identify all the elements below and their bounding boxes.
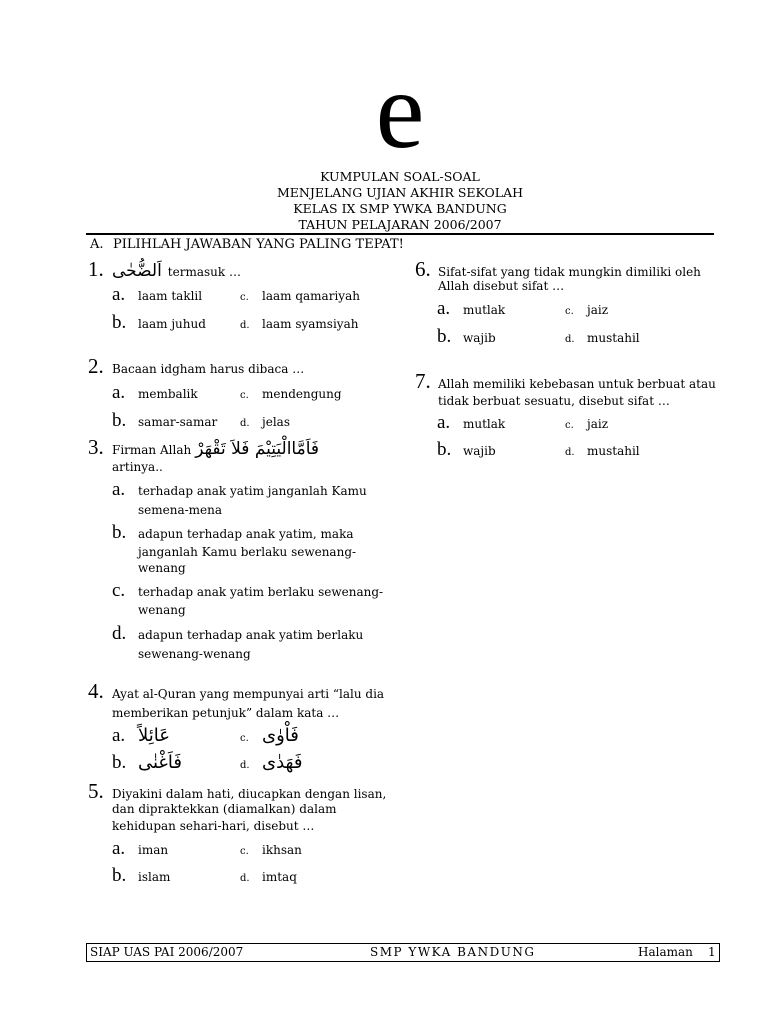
footer-center-text: SMP YWKA BANDUNG (370, 945, 536, 959)
option-d-letter: d. (240, 320, 250, 331)
question-text-continued: dan dipraktekkan (diamalkan) dalam (112, 802, 337, 816)
option-b-letter: b. (112, 522, 127, 543)
section-heading (90, 238, 404, 252)
question-arabic-text: اَلضُّحٰى (112, 261, 162, 281)
option-b-text: laam juhud (138, 317, 206, 331)
option-a-letter: a. (112, 725, 126, 746)
option-b-text: islam (138, 870, 171, 884)
option-a-letter: a. (437, 298, 451, 319)
question-text-continued: kehidupan sehari-hari, disebut … (112, 819, 315, 833)
option-b-text (138, 752, 240, 774)
question-text-continued: tidak berbuat sesuatu, disebut sifat … (438, 394, 670, 408)
option-row (112, 725, 299, 750)
option-a-letter: a. (112, 838, 126, 859)
option-b-text: wajib (463, 331, 496, 345)
option-d-text: jelas (262, 415, 290, 429)
option-d-text: imtaq (262, 870, 297, 884)
option-row (437, 326, 640, 351)
question-prefix: Firman Allah (112, 443, 192, 457)
section-label: A. (90, 237, 104, 252)
option-row (112, 312, 358, 337)
section-title: PILIHLAH JAWABAN YANG PALING TEPAT! (113, 237, 404, 252)
option-d-text: adapun terhadap anak yatim berlaku (138, 628, 364, 642)
question-text: Sifat-sifat yang tidak mungkin dimiliki oleh (438, 265, 701, 279)
option-b-text-continued: wenang (138, 561, 186, 575)
option-d-letter: d. (565, 334, 575, 345)
header-divider (86, 233, 714, 235)
option-c-letter: c. (565, 306, 574, 317)
option-row (112, 838, 302, 863)
option-b-letter: b. (437, 439, 452, 460)
option-a-text: mutlak (463, 417, 506, 431)
page-footer (86, 943, 720, 962)
question-4 (88, 680, 384, 705)
question-text: Allah memiliki kebebasan untuk berbuat atau (438, 377, 716, 391)
question-text: artinya.. (112, 460, 163, 474)
option-a-text: laam taklil (138, 289, 203, 303)
option-row (112, 752, 302, 777)
footer-left-text: SIAP UAS PAI 2006/2007 (90, 945, 244, 959)
option-b-arabic: فَاَغْنٰى (138, 752, 182, 773)
option-c-letter: c. (565, 420, 574, 431)
option-c-text: mendengung (262, 387, 342, 401)
option-row (112, 284, 360, 309)
option-d-arabic: فَهَدٰى (262, 752, 303, 773)
option-c-text: ikhsan (262, 843, 302, 857)
option-c-letter: c. (240, 733, 249, 744)
question-text: termasuk … (167, 265, 241, 279)
option-c-text: terhadap anak yatim berlaku sewenang- (138, 585, 384, 599)
option-d-text: mustahil (587, 444, 640, 458)
option-a-letter: a. (112, 284, 126, 305)
option-a-arabic: عَائِلاً (138, 725, 170, 746)
option-a-text: mutlak (463, 303, 506, 317)
option-row (112, 382, 342, 407)
option-a-letter: a. (437, 412, 451, 433)
option-c-text: jaiz (587, 417, 609, 431)
option-c-letter: c. (240, 292, 249, 303)
option-a-text: terhadap anak yatim janganlah Kamu (138, 484, 367, 498)
header-line-3: KELAS IX SMP YWKA BANDUNG (293, 201, 507, 216)
option-b-letter: b. (112, 752, 127, 773)
option-c-letter: c. (240, 846, 249, 857)
option-d-text: mustahil (587, 331, 640, 345)
header-line-4: TAHUN PELAJARAN 2006/2007 (298, 217, 502, 232)
question-number: 1. (88, 257, 104, 281)
option-a-text: iman (138, 843, 169, 857)
option-b-letter: b. (112, 312, 127, 333)
question-number: 4. (88, 679, 104, 703)
option-row (112, 479, 367, 502)
option-a-text (138, 725, 240, 747)
option-a-letter: a. (112, 479, 126, 500)
question-number: 7. (415, 369, 431, 393)
option-c-letter: c. (240, 390, 249, 401)
question-text-continued: Allah disebut sifat … (438, 279, 565, 293)
option-row (437, 439, 640, 464)
option-d-text-continued: sewenang-wenang (138, 647, 251, 661)
option-row (112, 623, 363, 646)
header-line-2: MENJELANG UJIAN AKHIR SEKOLAH (276, 185, 524, 200)
option-b-text-continued: janganlah Kamu berlaku sewenang- (138, 545, 357, 559)
option-c-text: jaiz (587, 303, 609, 317)
question-text: Ayat al-Quran yang mempunyai arti “lalu dia (112, 687, 385, 701)
question-arabic-text: فَاَمَّاالْيَتِيْمَ فَلاَ تَقْهَرْ (195, 439, 320, 459)
option-b-letter: b. (112, 410, 127, 431)
option-c-letter: c. (112, 580, 126, 601)
question-text-continued: memberikan petunjuk” dalam kata … (112, 706, 340, 720)
header-line-1: KUMPULAN SOAL-SOAL (320, 169, 480, 184)
question-1 (88, 258, 241, 283)
option-row (112, 865, 297, 890)
option-b-text: adapun terhadap anak yatim, maka (138, 527, 354, 541)
question-2 (88, 355, 304, 380)
option-d-letter: d. (112, 623, 127, 644)
question-7 (415, 370, 716, 395)
option-d-letter: d. (240, 418, 250, 429)
footer-page-number: 1 (708, 945, 716, 959)
option-b-letter: b. (437, 326, 452, 347)
question-text: Bacaan idgham harus dibaca … (112, 362, 305, 376)
option-d-letter: d. (565, 447, 575, 458)
logo: e (375, 49, 425, 171)
option-row (112, 522, 354, 545)
option-row (437, 412, 608, 437)
document-header (86, 169, 714, 233)
option-d-letter: d. (240, 760, 250, 771)
option-d-letter: d. (240, 873, 250, 884)
option-b-letter: b. (112, 865, 127, 886)
option-a-letter: a. (112, 382, 126, 403)
question-number: 2. (88, 354, 104, 378)
option-a-text: membalik (138, 387, 198, 401)
option-row (437, 298, 608, 323)
option-c-text-continued: wenang (138, 603, 186, 617)
option-row (112, 580, 383, 603)
question-number: 6. (415, 257, 431, 281)
option-c-text: laam qamariyah (262, 289, 360, 303)
option-a-text-continued: semena-mena (138, 503, 223, 517)
question-number: 3. (88, 435, 104, 459)
option-b-text: samar-samar (138, 415, 218, 429)
option-row (112, 410, 290, 435)
option-b-text: wajib (463, 444, 496, 458)
option-c-arabic: فَاْوٰى (262, 725, 299, 746)
question-text: Diyakini dalam hati, diucapkan dengan lisan, (112, 787, 387, 801)
option-d-text: laam syamsiyah (262, 317, 359, 331)
footer-page-label: Halaman (638, 945, 693, 959)
question-number: 5. (88, 779, 104, 803)
question-3 (88, 436, 319, 461)
